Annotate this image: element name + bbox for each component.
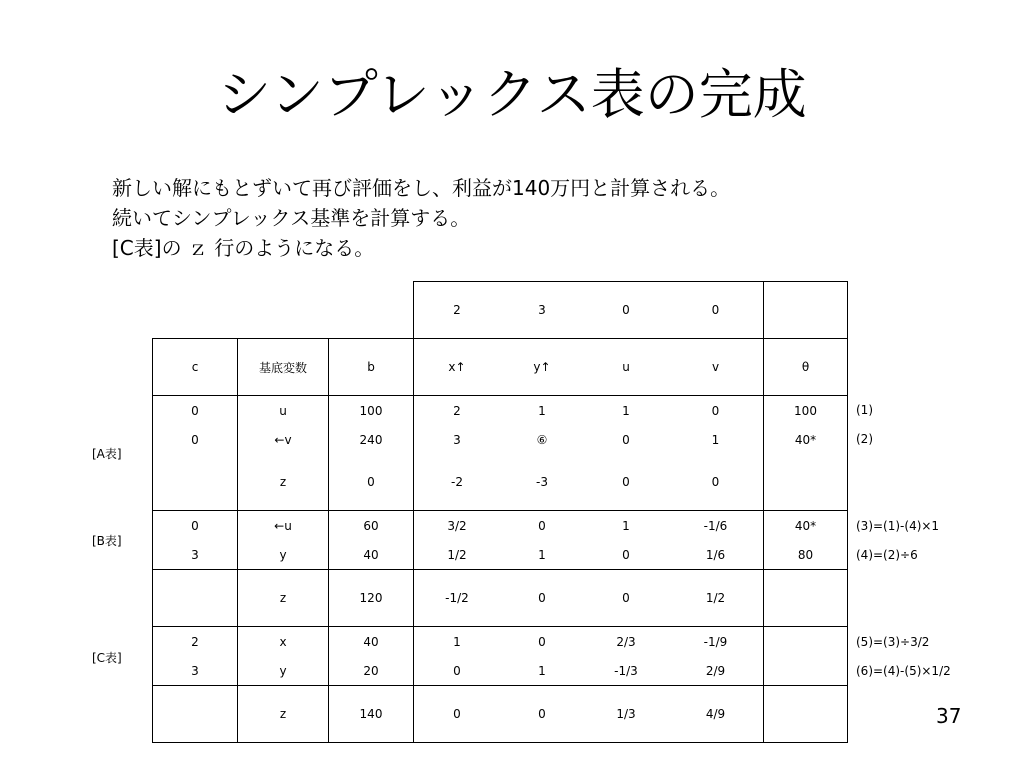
table-cell: 1/3 <box>584 686 668 743</box>
formula-label: (3)=(1)-(4)×1 <box>856 519 940 533</box>
table-cell: y <box>238 656 329 686</box>
intro-line-1: 新しい解にもとずいて再び評価をし、利益が140万円と計算される。 <box>112 176 731 200</box>
column-header: v <box>668 339 764 396</box>
table-cell: 140 <box>329 686 414 743</box>
z-row <box>153 570 848 627</box>
table-cell: 0 <box>153 425 238 454</box>
table-cell: -1/6 <box>703 518 728 533</box>
table-cell: 0 <box>622 432 630 447</box>
table-cell: 1 <box>622 403 630 418</box>
simplex-table <box>152 281 848 743</box>
intro-line-2: 続いてシンプレックス基準を計算する。 <box>112 206 471 230</box>
page-number: 37 <box>936 704 962 728</box>
table-cell <box>153 686 238 743</box>
table-cell: 40 <box>329 540 414 570</box>
table-cell: 0 <box>153 396 238 426</box>
table-cell <box>764 656 848 686</box>
table-cell: 240 <box>329 425 414 454</box>
table-cell: -1/9 <box>703 634 728 649</box>
table-cell <box>764 686 848 743</box>
column-header: c <box>153 339 238 396</box>
table-row <box>153 396 848 426</box>
column-header: b <box>329 339 414 396</box>
table-row <box>153 540 848 570</box>
table-cell <box>153 454 238 511</box>
table-cell: 1/2 <box>668 570 764 627</box>
table-cell: 40* <box>764 511 848 541</box>
formula-label: (6)=(4)-(5)×1/2 <box>856 664 951 678</box>
table-cell: z <box>238 686 329 743</box>
table-cell: 0 <box>153 511 238 541</box>
table-cell: 0 <box>668 454 764 511</box>
table-cell: 1 <box>500 656 584 686</box>
intro-line-3: [C表]の ｚ 行のようになる。 <box>112 236 375 260</box>
table-cell: 0 <box>584 454 668 511</box>
table-cell: 1 <box>500 540 584 570</box>
table-cell: 80 <box>764 540 848 570</box>
intro-text <box>112 173 730 263</box>
table-cell: 0 <box>538 518 546 533</box>
table-cell: -1/2 <box>414 570 501 627</box>
column-header: θ <box>764 339 848 396</box>
table-cell: 0 <box>500 686 584 743</box>
table-cell: y <box>238 540 329 570</box>
z-row <box>153 686 848 743</box>
table-cell: 3 <box>153 656 238 686</box>
table-label-c: [C表] <box>92 651 122 665</box>
table-cell <box>764 627 848 657</box>
table-cell: 0 <box>414 656 501 686</box>
table-cell: -2 <box>414 454 501 511</box>
table-cell: 0 <box>584 570 668 627</box>
table-cell: 40 <box>329 627 414 657</box>
formula-label: (2) <box>856 432 873 446</box>
coefficient-row <box>153 282 848 339</box>
table-cell: 1 <box>711 432 720 447</box>
z-row <box>153 454 848 511</box>
table-cell: 3 <box>153 540 238 570</box>
table-cell: 2/3 <box>616 634 636 649</box>
table-cell: 0 <box>668 282 764 339</box>
formula-label: (5)=(3)÷3/2 <box>856 635 930 649</box>
table-row <box>153 627 848 657</box>
header-row <box>153 339 848 396</box>
table-cell: 0 <box>584 540 668 570</box>
table-cell: 1 <box>538 403 546 418</box>
table-cell: 100 <box>764 396 848 426</box>
table-cell: 100 <box>329 396 414 426</box>
table-cell: 4/9 <box>668 686 764 743</box>
table-row <box>153 656 848 686</box>
table-cell: 2/9 <box>668 656 764 686</box>
table-cell: x <box>238 627 329 657</box>
column-header: x↑ <box>414 339 501 396</box>
table-cell: 3 <box>414 425 501 454</box>
table-cell: 2 <box>414 396 501 426</box>
table-cell: -3 <box>500 454 584 511</box>
table-cell: z <box>238 454 329 511</box>
table-cell: 20 <box>329 656 414 686</box>
table-cell: 40* <box>764 425 848 454</box>
column-header: y↑ <box>500 339 584 396</box>
table-cell: ←u <box>238 511 329 541</box>
table-row <box>153 511 848 541</box>
table-cell: 0 <box>414 686 501 743</box>
table-cell: 3/2 <box>414 511 501 541</box>
table-cell: 1/6 <box>668 540 764 570</box>
table-row <box>153 425 848 454</box>
table-cell: 1 <box>414 627 501 657</box>
table-cell: 2 <box>414 282 501 339</box>
table-cell: 1/2 <box>414 540 501 570</box>
table-label-b: [B表] <box>92 534 122 548</box>
table-cell: 60 <box>329 511 414 541</box>
column-header: u <box>584 339 668 396</box>
table-cell: z <box>238 570 329 627</box>
table-cell: 0 <box>329 454 414 511</box>
table-cell: ←v <box>238 425 329 454</box>
table-cell: 2 <box>153 627 238 657</box>
table-cell: u <box>238 396 329 426</box>
slide-title: シンプレックス表の完成 <box>217 63 807 126</box>
table-cell: 3 <box>500 282 584 339</box>
pivot-cell: ⑥ <box>536 432 548 447</box>
table-cell: 0 <box>711 403 720 418</box>
table-cell: 120 <box>329 570 414 627</box>
table-label-a: [A表] <box>92 447 122 461</box>
table-cell: -1/3 <box>584 656 668 686</box>
table-cell <box>764 570 848 627</box>
table-cell <box>153 570 238 627</box>
table-cell: 0 <box>538 634 546 649</box>
table-cell: 1 <box>622 518 630 533</box>
formula-label: (1) <box>856 403 873 417</box>
table-cell <box>764 454 848 511</box>
table-cell: 0 <box>584 282 668 339</box>
formula-label: (4)=(2)÷6 <box>856 548 918 562</box>
table-cell: 0 <box>500 570 584 627</box>
column-header: 基底変数 <box>238 339 329 396</box>
